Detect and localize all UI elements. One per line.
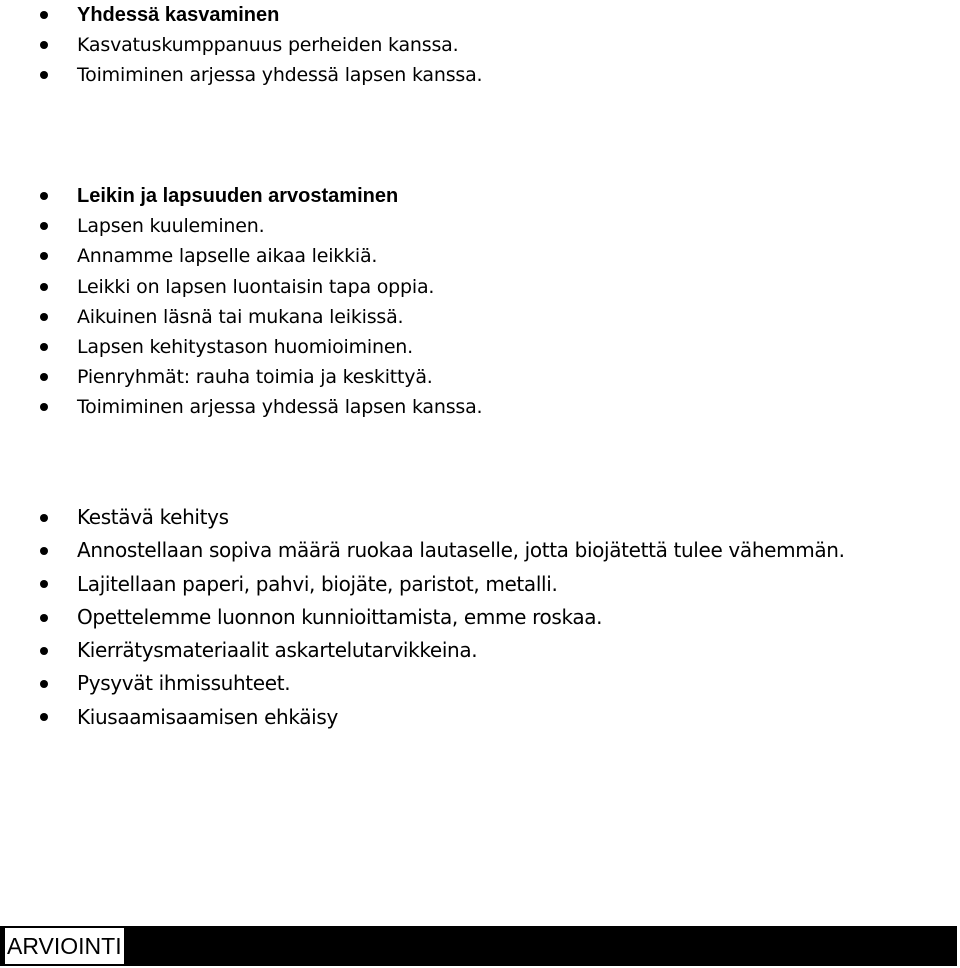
- bullet-icon: [40, 547, 48, 555]
- list-item-text: Annostellaan sopiva määrä ruokaa lautaselle, jotta biojätettä tulee vähemmän.: [77, 538, 845, 563]
- list-item: [0, 392, 960, 422]
- list-item: [0, 667, 960, 700]
- footer-heading: ARVIOINTI: [5, 928, 124, 964]
- bullet-icon: [40, 647, 48, 655]
- list-item: [0, 211, 960, 241]
- bullet-icon: [40, 713, 48, 721]
- list-item-text: Toimiminen arjessa yhdessä lapsen kanssa.: [77, 64, 483, 87]
- list-item: [0, 60, 960, 90]
- list-item-text: Lapsen kuuleminen.: [77, 215, 265, 238]
- bullet-icon: [40, 614, 48, 622]
- list-item-text: Toimiminen arjessa yhdessä lapsen kanssa.: [77, 396, 483, 419]
- bullet-list: [0, 501, 960, 734]
- bullet-list: [0, 181, 960, 423]
- section-heading: [0, 0, 960, 30]
- list-item-text: Yhdessä kasvaminen: [77, 4, 280, 26]
- list-item: [0, 332, 960, 362]
- list-item-text: Pysyvät ihmissuhteet.: [77, 671, 291, 696]
- list-item-text: Leikki on lapsen luontaisin tapa oppia.: [77, 275, 435, 298]
- list-item: [0, 601, 960, 634]
- bullet-icon: [40, 222, 48, 230]
- footer-heading-bar: [0, 926, 957, 966]
- bullet-list: [0, 0, 960, 91]
- list-item-text: Kasvatuskumppanuus perheiden kanssa.: [77, 34, 459, 57]
- list-item-text: Kiusaamisaamisen ehkäisy: [77, 704, 338, 729]
- list-item: [0, 241, 960, 271]
- bullet-icon: [40, 403, 48, 411]
- list-item-text: Lajitellaan paperi, pahvi, biojäte, paristot, metalli.: [77, 571, 558, 596]
- section-heading: [0, 501, 960, 534]
- section-sustainable: [0, 501, 960, 734]
- list-item: [0, 30, 960, 60]
- bullet-icon: [40, 41, 48, 49]
- list-item: [0, 362, 960, 392]
- list-item-text: Leikin ja lapsuuden arvostaminen: [77, 185, 399, 207]
- list-item: [0, 534, 960, 567]
- list-item-text: Pienryhmät: rauha toimia ja keskittyä.: [77, 366, 433, 389]
- list-item-text: Kestävä kehitys: [77, 505, 229, 529]
- list-item: [0, 568, 960, 601]
- bullet-icon: [40, 514, 48, 522]
- list-item-text: Aikuinen läsnä tai mukana leikissä.: [77, 305, 404, 328]
- bullet-icon: [40, 71, 48, 79]
- bullet-icon: [40, 373, 48, 381]
- bullet-icon: [40, 11, 48, 19]
- list-item-text: Annamme lapselle aikaa leikkiä.: [77, 245, 378, 268]
- section-play: [0, 181, 960, 423]
- bullet-icon: [40, 252, 48, 260]
- list-item-text: Opettelemme luonnon kunnioittamista, emme roskaa.: [77, 604, 603, 629]
- list-item: [0, 272, 960, 302]
- bullet-icon: [40, 343, 48, 351]
- section-heading: [0, 181, 960, 211]
- list-item-text: Lapsen kehitystason huomioiminen.: [77, 335, 413, 358]
- bullet-icon: [40, 192, 48, 200]
- bullet-icon: [40, 580, 48, 588]
- bullet-icon: [40, 313, 48, 321]
- list-item-text: Kierrätysmateriaalit askartelutarvikkeina.: [77, 638, 478, 663]
- bullet-icon: [40, 680, 48, 688]
- bullet-icon: [40, 283, 48, 291]
- list-item: [0, 634, 960, 667]
- section-growing-together: [0, 0, 960, 91]
- list-item: [0, 302, 960, 332]
- list-item: [0, 701, 960, 734]
